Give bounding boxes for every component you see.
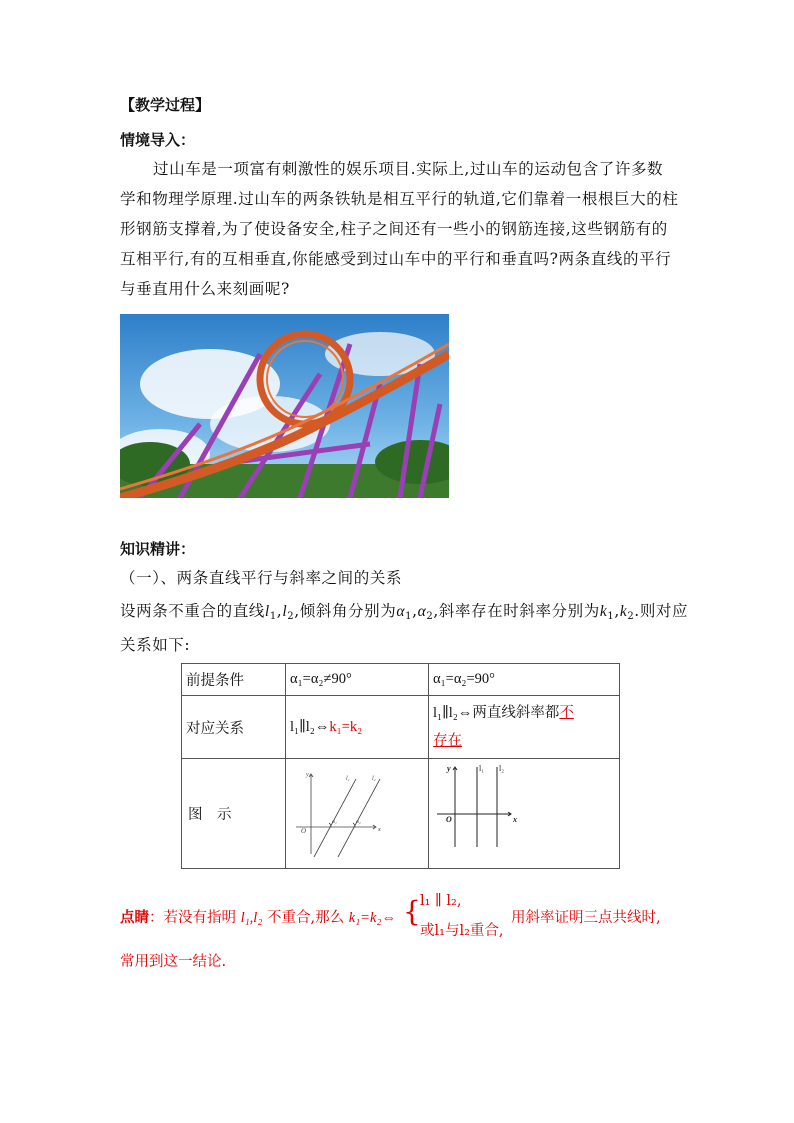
relation-2-red-1: 不: [559, 705, 574, 721]
setup-text-3: ,斜率存在时斜率分别为: [433, 602, 600, 620]
comma-1: ,: [276, 602, 283, 620]
sub-2: 2: [287, 611, 295, 622]
comma-2: ,: [412, 602, 418, 620]
l-symbol-1: l: [264, 603, 270, 620]
note-colon: ：: [149, 910, 164, 926]
alpha-symbol-2: α: [417, 603, 427, 620]
relation-2-red-2: 存在: [433, 733, 462, 749]
knowledge-title: 知识精讲：: [120, 540, 196, 558]
d1-l1-label: l₁: [346, 776, 350, 782]
note-label: 点睛: [120, 910, 149, 926]
d1-alpha1: α₁: [332, 819, 337, 825]
d1-x-label: x: [378, 827, 381, 833]
cell-diagram-1: [286, 759, 429, 869]
cell-relation-2: [429, 696, 620, 759]
d1-l2-label: l₂: [372, 776, 376, 782]
section-heading: 【教学过程】: [120, 96, 211, 114]
note-brace: {: [403, 895, 421, 928]
relation-1-red: k₁=k₂: [329, 718, 363, 735]
setup-text-4: .则对应: [634, 602, 689, 620]
intro-title: 情境导入：: [120, 131, 196, 149]
note-case-2: 或l₁与l₂重合,: [420, 923, 504, 939]
note-text-3: 用斜率证明三点共线时,: [511, 910, 661, 926]
cell-diagram-label: 图 示: [182, 759, 286, 869]
d1-y-label: y: [306, 772, 309, 778]
sub-3: 1: [405, 611, 413, 622]
cell-diagram-2: [429, 759, 620, 869]
relation-1-text: l₁∥l₂⇔: [290, 718, 330, 735]
note-lines: l₁,l₂: [240, 910, 263, 926]
k-symbol-2: k: [619, 603, 628, 620]
sub-4: 2: [426, 611, 434, 622]
cell-premise-1: α₁=α₂≠90°: [286, 664, 429, 696]
note-line-1: [120, 906, 396, 927]
setup-text-1: 设两条不重合的直线: [120, 602, 265, 620]
setup-line-2: 关系如下:: [120, 636, 191, 654]
intro-line-5: 与垂直用什么来刻画呢?: [120, 280, 290, 298]
alpha-symbol-1: α: [396, 603, 406, 620]
sub-6: 2: [627, 611, 635, 622]
cell-relation-label: 对应关系: [182, 696, 286, 759]
subsection-title: （一）、两条直线平行与斜率之间的关系: [120, 569, 403, 587]
diagram-vertical-lines: [429, 759, 615, 863]
cell-premise-2: α₁=α₂=90°: [429, 664, 620, 696]
note-k-equal: k₁=k₂⇔: [348, 910, 396, 926]
intro-line-1: 过山车是一项富有刺激性的娱乐项目.实际上,过山车的运动包含了许多数: [153, 160, 664, 178]
d2-l1-label: l₁: [479, 764, 485, 773]
diagram-slant-lines: [286, 759, 424, 863]
relation-2-text: l₁∥l₂⇔两直线斜率都: [433, 705, 560, 721]
setup-text-2: ,倾斜角分别为: [294, 602, 397, 620]
d2-x-label: x: [513, 815, 517, 824]
l-symbol-2: l: [282, 603, 288, 620]
d2-l2-label: l₂: [499, 764, 505, 773]
d2-y-label: y: [447, 764, 451, 773]
intro-line-3: 形钢筋支撑着,为了使设备安全,柱子之间还有一些小的钢筋连接,这些钢筋有的: [120, 220, 668, 238]
note-line-2: 常用到这一结论.: [120, 954, 227, 970]
cell-relation-1: [286, 696, 429, 759]
note-text-1: 若没有指明: [163, 910, 241, 926]
comma-3: ,: [614, 602, 620, 620]
note-text-2: 不重合,那么: [262, 910, 349, 926]
d2-origin: O: [446, 815, 452, 824]
note-case-1: l₁ ∥ l₂,: [420, 893, 462, 909]
intro-line-2: 学和物理学原理.过山车的两条铁轨是相互平行的轨道,它们靠着一根根巨大的柱: [120, 190, 679, 208]
relation-table: [181, 663, 620, 869]
intro-line-4: 互相平行,有的互相垂直,你能感受到过山车中的平行和垂直吗?两条直线的平行: [120, 250, 672, 268]
roller-coaster-photo: [120, 314, 449, 498]
d1-alpha2: α₂: [356, 819, 361, 825]
d1-origin: O: [301, 827, 307, 835]
sub-5: 1: [607, 611, 615, 622]
cell-premise-label: 前提条件: [182, 664, 286, 696]
sub-1: 1: [269, 611, 277, 622]
setup-line: [120, 596, 688, 632]
k-symbol-1: k: [599, 603, 608, 620]
